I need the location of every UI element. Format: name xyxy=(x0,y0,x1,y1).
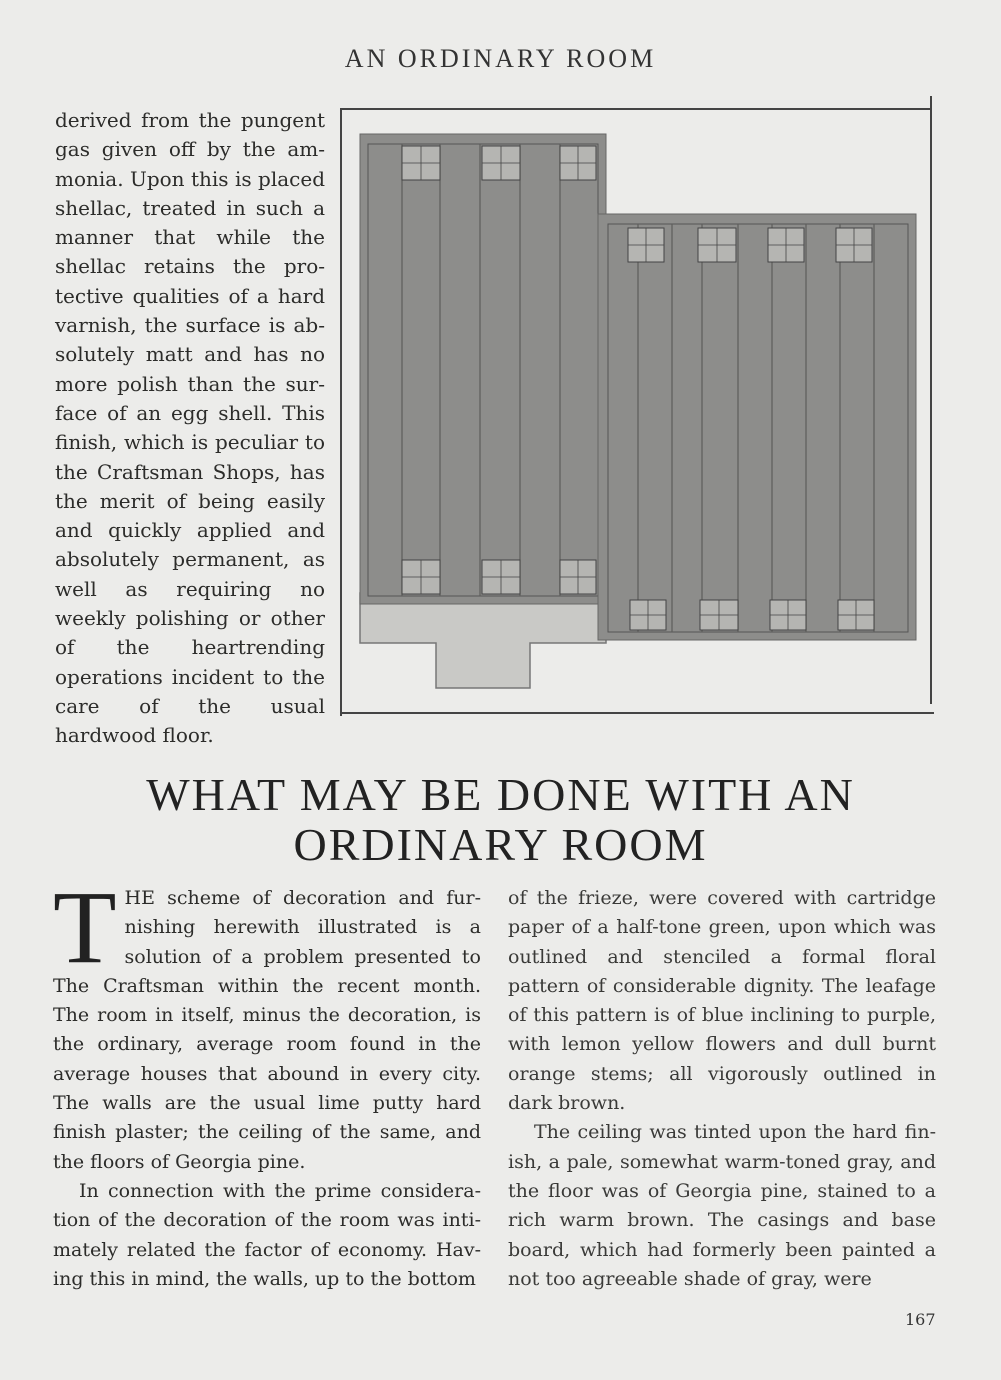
body-paragraph: The ceiling was tinted upon the hard finish, a pale, somewhat warm-toned gray, and the floor was of Georgia pine, stained to a rich warm brown. The casings and base board, which had formerly been painted a not too agreeable shade of gray, were xyxy=(508,1121,936,1290)
rug-right xyxy=(598,214,916,640)
floor-plan-figure xyxy=(340,108,932,714)
paragraph-1-text: HE scheme of decoration and furnishing herewith illustrated is a solution of a problem presented to The Craftsman within the recent month. The room in itself, minus the decoration, is the ordinary, average room found in the average houses that abound in every city. The walls are the usual lime putty hard finish plaster; the ceiling of the same, and the floors of Georgia pine. xyxy=(53,887,481,1173)
body-paragraph: In connection with the prime consideration of the decoration of the room was intimately related the factor of economy. Having this in mind, the walls, up to the bottom xyxy=(53,1179,481,1290)
running-head: AN ORDINARY ROOM xyxy=(344,44,657,73)
body-column-left xyxy=(53,870,481,1294)
article-title-line-1: WHAT MAY BE DONE WITH AN xyxy=(146,769,855,820)
intro-paragraph: derived from the pungent gas given off by the ammonia. Upon this is placed shellac, treated in such a manner that while the shellac retains the protective qualities of a hard varnish, the surface is absolutely matt and has no more polish than the surface of an egg shell. This finish, which is peculiar to the Craftsman Shops, has the merit of being easily and quickly applied and absolutely permanent, as well as requiring no weekly polishing or other of the heartrending operations incident to the care of the usual hardwood floor. xyxy=(55,108,325,748)
page-number: 167 xyxy=(905,1310,936,1329)
drop-cap: T xyxy=(53,870,117,985)
intro-column xyxy=(55,106,325,751)
article-title xyxy=(0,770,1001,870)
body-paragraph xyxy=(53,870,481,1177)
body-paragraph: of the frieze, were covered with cartridge paper of a half-tone green, upon which was outlined and stenciled a formal floral pattern of considerable dignity. The leafage of this pattern is of blue inclining to purple, with lemon yellow flowers and dull burnt orange stems; all vigorously outlined in dark brown. xyxy=(508,887,936,1115)
floor-outline xyxy=(360,593,606,688)
rug-left xyxy=(360,134,606,604)
article-title-line-2: ORDINARY ROOM xyxy=(293,819,708,870)
floor-plan-drawing xyxy=(340,108,932,714)
body-column-right xyxy=(508,884,936,1294)
